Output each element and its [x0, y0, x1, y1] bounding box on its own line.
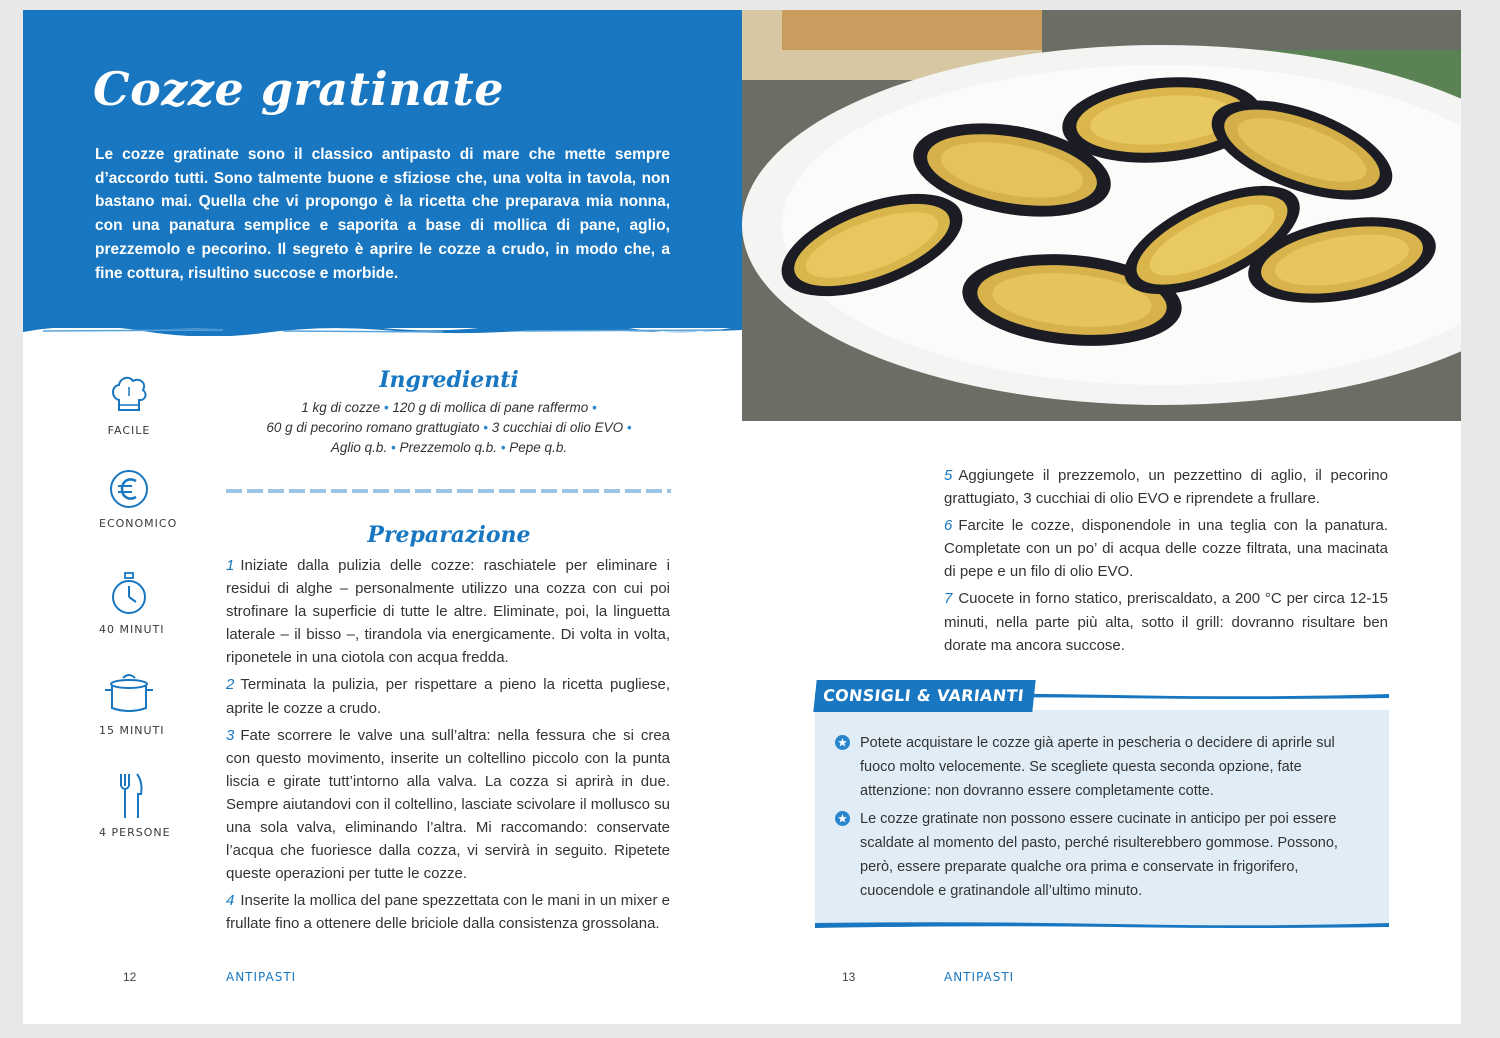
brush-stroke-divider — [23, 322, 742, 336]
tip-item — [835, 807, 1355, 903]
step-number: 4 — [226, 892, 235, 910]
star-bullet-icon — [835, 811, 850, 826]
ingredient-separator: • — [390, 440, 396, 455]
euro-icon — [107, 467, 151, 511]
tip-item — [835, 731, 1355, 803]
ingredients-heading: Ingredienti — [379, 367, 519, 393]
step-number: 6 — [944, 517, 953, 535]
step-4 — [226, 889, 670, 935]
info-servings-label: 4 PERSONE — [99, 826, 171, 839]
info-prep-time-label: 40 MINUTI — [99, 623, 165, 636]
ingredient-item: 3 cucchiai di olio EVO — [491, 420, 624, 435]
info-prep-time — [99, 571, 165, 636]
ingredient-item: 60 g di pecorino romano grattugiato — [266, 420, 480, 435]
ingredients-list — [229, 398, 669, 458]
mussels-photo — [742, 10, 1461, 421]
tip-text: Le cozze gratinate non possono essere cucinate in anticipo per poi essere scaldate al momento del pasto, perché risulterebbero gommose. Possono, però, essere preparate qualche ora prima e conservate in frigorifero, cuocendole e gratinandole all’ultimo minuto. — [860, 811, 1338, 899]
info-cost — [99, 467, 178, 530]
info-cost-label: ECONOMICO — [99, 517, 178, 530]
info-cook-time-label: 15 MINUTI — [99, 724, 165, 737]
step-text: Terminata la pulizia, per rispettare a pieno la ricetta pugliese, aprite le cozze a crudo. — [226, 676, 670, 717]
recipe-title: Cozze gratinate — [93, 62, 505, 116]
preparation-steps-left — [226, 554, 670, 940]
step-text: Iniziate dalla pulizia delle cozze: raschiatele per eliminare i residui di alghe – personalmente utilizzo una cozza con cui poi strofinare la superficie di tutte le altre. Eliminate, poi, la linguetta laterale – il bisso –, tirandola via energicamente. Di volta in volta, riponetele in una ciotola con acqua fredda. — [226, 557, 670, 667]
info-difficulty-label: FACILE — [107, 424, 151, 437]
info-difficulty — [99, 372, 159, 437]
ingredient-separator: • — [626, 420, 632, 435]
step-3 — [226, 724, 670, 886]
ingredient-separator: • — [483, 420, 489, 435]
ingredient-item: Pepe q.b. — [509, 440, 568, 455]
recipe-header-panel — [23, 10, 742, 328]
stopwatch-icon — [107, 571, 151, 617]
section-name-right: ANTIPASTI — [944, 970, 1015, 984]
ingredient-separator: • — [500, 440, 506, 455]
preparation-steps-right — [944, 464, 1388, 661]
tip-text: Potete acquistare le cozze già aperte in pescheria o decidere di aprirle sul fuoco molto velocemente. Se scegliete questa seconda opzione, fate attenzione: non dovranno essere completamente cotte. — [860, 735, 1335, 799]
step-number: 2 — [226, 676, 235, 694]
step-7 — [944, 587, 1388, 656]
step-text: Fate scorrere le valve una sull’altra: nella fessura che si crea con questo movimento, inserite un coltellino piccolo con la punta liscia e girate tutt’intorno alla valva. La cozza si aprirà in due. Sempre aiutandovi con il coltellino, lasciate scivolare il mollusco su una sola valva, eliminando l’altra. Mi raccomando: conservate l’acqua che fuoriesce dalla cozza, vi servirà in seguito. Ripetete queste operazioni per tutte le cozze. — [226, 726, 670, 883]
page-number-right: 13 — [842, 970, 856, 984]
step-text: Aggiungete il prezzemolo, un pezzettino di aglio, il pecorino grattugiato, 3 cucchiai di olio EVO e riprendete a frullare. — [944, 467, 1388, 508]
page-number-left: 12 — [123, 970, 137, 984]
star-bullet-icon — [835, 735, 850, 750]
step-number: 5 — [944, 467, 953, 484]
step-1 — [226, 554, 670, 669]
step-6 — [944, 514, 1388, 583]
step-text: Cuocete in forno statico, preriscaldato, a 200 °C per circa 12-15 minuti, nella parte più alta, sotto il grill: dovranno risultare ben dorate ma ancora succose. — [944, 590, 1388, 654]
book-spread — [23, 10, 1461, 1024]
cutlery-icon — [107, 772, 151, 820]
chef-hat-icon — [107, 372, 151, 418]
ingredient-item: Prezzemolo q.b. — [399, 440, 498, 455]
pot-icon — [103, 672, 155, 718]
ingredient-item: Aglio q.b. — [330, 440, 388, 455]
step-text: Farcite le cozze, disponendole in una teglia con la panatura. Completate con un po’ di acqua delle cozze filtrata, una macinata di pepe e un filo di olio EVO. — [944, 517, 1388, 581]
tips-list — [835, 731, 1355, 907]
step-number: 1 — [226, 557, 235, 574]
info-cook-time — [99, 672, 165, 737]
step-number: 7 — [944, 590, 953, 608]
section-name-left: ANTIPASTI — [226, 970, 297, 984]
tips-label: CONSIGLI & VARIANTI — [813, 680, 1035, 712]
tips-bottom-stroke — [815, 920, 1389, 930]
step-5 — [944, 464, 1388, 510]
ingredient-separator: • — [383, 400, 389, 415]
ingredient-item: 1 kg di cozze — [301, 400, 381, 415]
step-2 — [226, 673, 670, 719]
ingredients-divider — [226, 487, 671, 495]
preparation-heading: Preparazione — [367, 522, 531, 548]
step-number: 3 — [226, 726, 235, 744]
ingredient-separator: • — [591, 400, 597, 415]
ingredient-item: 120 g di mollica di pane raffermo — [392, 400, 589, 415]
recipe-intro: Le cozze gratinate sono il classico antipasto di mare che mette sempre d’accordo tutti. Sono talmente buone e sfiziose che, una volta in tavola, non bastano mai. Quella che vi propongo è la ricetta che preparava mia nonna, con una panatura semplice e saporita a base di mollica di pane, aglio, prezzemolo e pecorino. Il segreto è aprire le cozze a crudo, in modo che, a fine cottura, risultino succose e morbide. — [95, 146, 670, 282]
step-text: Inserite la mollica del pane spezzettata con le mani in un mixer e frullate fino a ottenere delle briciole dalla consistenza grossolana. — [226, 892, 670, 933]
info-servings — [99, 772, 171, 839]
